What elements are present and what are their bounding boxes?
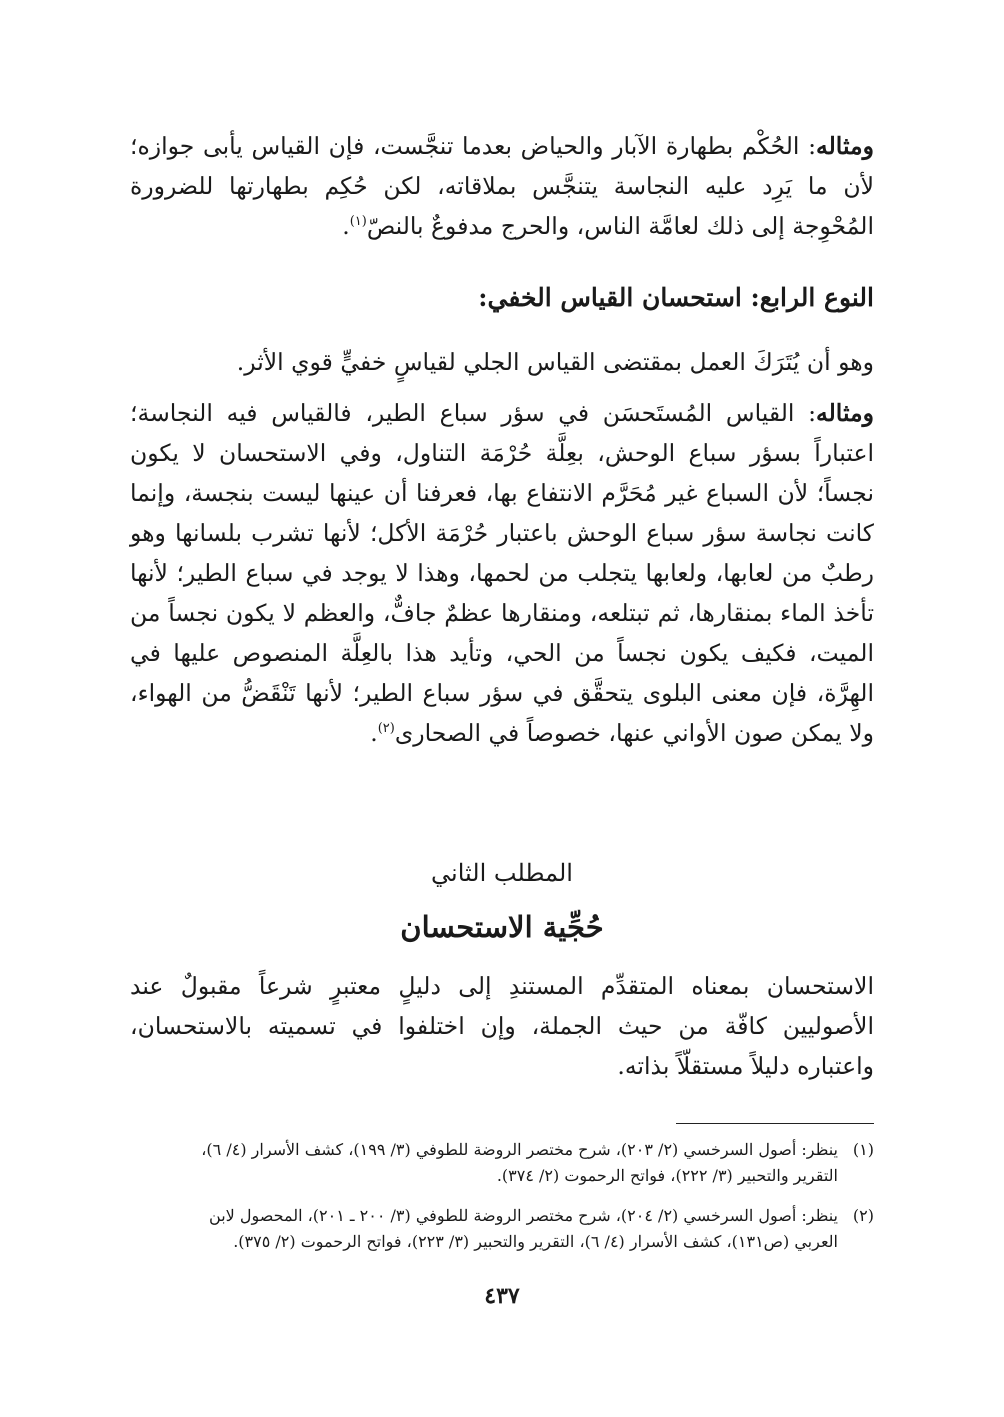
footnote-ref-1[interactable]: (١) <box>349 214 367 230</box>
paragraph-lead: ومثاله <box>816 132 874 160</box>
heading-label: النوع الرابع <box>759 283 874 312</box>
paragraph-text: الاستحسان بمعناه المتقدِّم المستندِ إلى دليلٍ معتبرٍ شرعاً مقبولٌ عند الأصوليين كافّة من حيث الجملة، وإن اختلفوا في تسميته بالاستحسان، واعتباره دليلاً مستقلّاً بذاته. <box>130 972 874 1080</box>
footnote-line: ينظر: أصول السرخسي (٢/ ٢٠٣)، شرح مختصر الروضة للطوفي (٣/ ١٩٩)، كشف الأسرار (٤/ ٦)، <box>201 1140 838 1159</box>
heading-type-4 <box>130 278 874 318</box>
paragraph-text: : الحُكْم بطهارة الآبار والحياض بعدما تنجَّست، فإن القياس يأبى جوازه؛ لأن ما يَرِد عليه النجاسة يتنجَّس بملاقاته، لكن حُكِم بطهارتها للضرورة المُحْوِجة إلى ذلك لعامَّة الناس، والحرج مدفوعٌ بالنصّ <box>130 132 874 240</box>
footnote-ref-2[interactable]: (٢) <box>377 721 395 737</box>
paragraph-text: وهو أن يُتَرَكَ العمل بمقتضى القياس الجلي لقياسٍ خفيٍّ قوي الأثر. <box>236 348 874 376</box>
paragraph-end: . <box>342 212 350 240</box>
footnote-1 <box>130 1137 874 1189</box>
footnote-2 <box>130 1203 874 1255</box>
footnote-line: العربي (ص١٣١)، كشف الأسرار (٤/ ٦)، التقرير والتحبير (٣/ ٢٢٣)، فواتح الرحموت (٢/ ٣٧٥). <box>233 1232 838 1251</box>
paragraph-example-1 <box>130 126 874 246</box>
paragraph-definition <box>130 342 874 382</box>
paragraph-end: . <box>370 719 378 747</box>
page-number: ٤٣٧ <box>484 1283 520 1309</box>
paragraph-text: : القياس المُستَحسَن في سؤر سباع الطير، فالقياس فيه النجاسة؛ اعتباراً بسؤر سباع الوحش، بعِلَّة حُرْمَة التناول، وفي الاستحسان لا يكون نجساً؛ لأن السباع غير مُحَرَّم الانتفاع بها، فعرفنا أن عينها ليست بنجسة، وإنما كانت نجاسة سؤر سباع الوحش باعتبار حُرْمَة الأكل؛ لأنها تشرب بلسانها وهو رطبٌ من لعابها، ولعابها يتجلب من لحمها، وهذا لا يوجد في سباع الطير؛ لأنها تأخذ الماء بمنقارها، ثم تبتلعه، ومنقارها عظمٌ جافٌّ، والعظم لا يكون نجساً من الميت، فكيف يكون نجساً من الحي، وتأيد هذا بالعِلَّة المنصوص عليها في الهِرَّة، فإن معنى البلوى يتحقَّق في سؤر سباع الطير؛ لأنها تَنْقَضُّ من الهواء، ولا يمكن صون الأواني عنها، خصوصاً في الصحارى <box>130 399 874 747</box>
paragraph-lead: ومثاله <box>816 399 874 427</box>
footnote-number: (١) <box>852 1140 874 1159</box>
section-title: حُجِّية الاستحسان <box>400 910 604 944</box>
heading-title: : استحسان القياس الخفي: <box>478 283 760 312</box>
footnote-line: ينظر: أصول السرخسي (٢/ ٢٠٤)، شرح مختصر الروضة للطوفي (٣/ ٢٠٠ ـ ٢٠١)، المحصول لابن <box>209 1206 838 1225</box>
footnote-number: (٢) <box>852 1206 874 1225</box>
paragraph-hujjiya <box>130 966 874 1086</box>
section-heading: المطلب الثاني <box>431 859 573 887</box>
paragraph-example-2 <box>130 393 874 753</box>
footnote-divider <box>676 1123 874 1124</box>
footnote-line: التقرير والتحبير (٣/ ٢٢٢)، فواتح الرحموت (٢/ ٣٧٤). <box>496 1166 838 1185</box>
